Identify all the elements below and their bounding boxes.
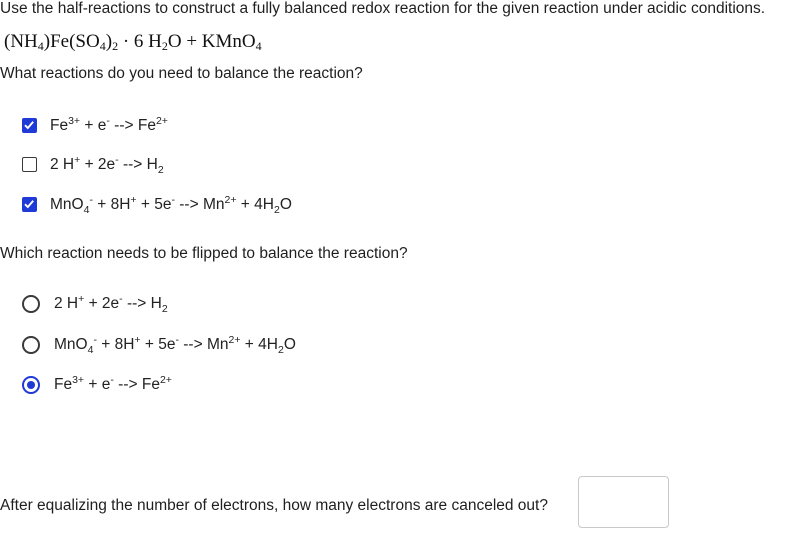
q1-option-1-checkbox[interactable] <box>22 118 37 133</box>
q1-option-3-label[interactable]: MnO$_4$- + 8H+ + 5e- --> $Mn^{2+} + 4H_2O$ <box>50 194 292 216</box>
q2-option-1-radio[interactable] <box>22 295 40 313</box>
question-3-text: After equalizing the number of electrons, how many electrons are canceled out? <box>0 497 548 514</box>
checkmark-icon <box>23 119 35 131</box>
q1-option-3-checkbox[interactable] <box>22 197 37 212</box>
q2-option-3-label[interactable]: $Fe^{3+} + e^-$ --> $Fe^{2+}$ <box>54 374 172 393</box>
instruction-text: Use the half-reactions to construct a fully balanced redox reaction for the given reaction under acidic conditions. <box>0 0 766 17</box>
q2-option-3-radio[interactable] <box>22 376 40 394</box>
checkmark-icon <box>23 198 35 210</box>
electrons-canceled-input[interactable] <box>578 476 669 528</box>
q1-option-1-label[interactable]: $Fe^{3+} + e^-$ --> $Fe^{2+}$ <box>50 115 168 134</box>
question-1-text: What reactions do you need to balance the reaction? <box>0 65 363 82</box>
question-2-text: Which reaction needs to be flipped to balance the reaction? <box>0 245 408 262</box>
q1-option-2-label[interactable]: 2 H+ + 2e- --> $H_2$ <box>50 154 164 176</box>
q2-option-1-label[interactable]: 2 H+ + 2e- --> $H_2$ <box>54 293 168 315</box>
q1-option-2-checkbox[interactable] <box>22 157 37 172</box>
q2-option-2-label[interactable]: MnO$_4$- + 8H+ + 5e- --> $Mn^{2+} + 4H_2O$ <box>54 334 296 356</box>
q2-option-2-radio[interactable] <box>22 336 40 354</box>
reaction-formula: $(NH_4)Fe(SO_4)_2 \cdot 6$ $H_2O$ + KMnO$_4$ <box>4 31 262 53</box>
radio-selected-dot <box>27 381 35 389</box>
